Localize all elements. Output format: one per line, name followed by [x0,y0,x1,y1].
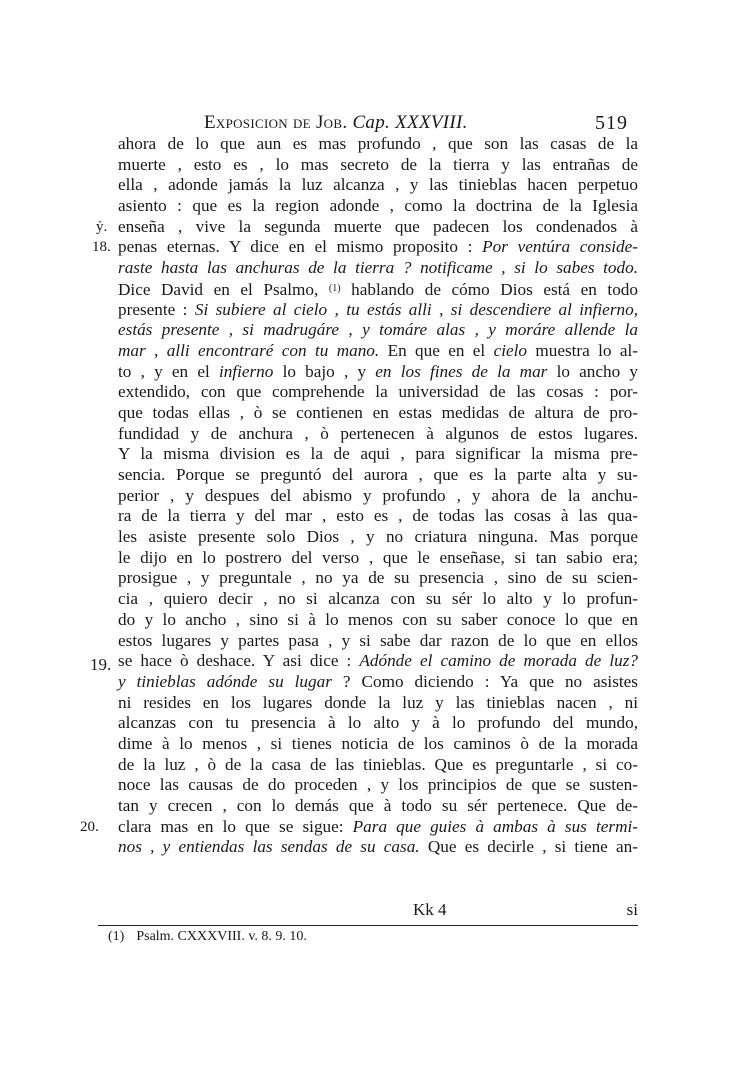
body-text [80,134,638,858]
text-line: ra de la tierra y del mar , esto es , de todas las cosas à las qua- [118,506,638,526]
footnote-reference: (1) [328,282,341,294]
text-line: ni resides en los lugares donde la luz y las tinieblas nacen , ni [118,692,638,712]
text-line: ỷ. enseña , vive la segunda muerte que padecen los condenados à [96,216,638,236]
footnote-rule [98,925,638,926]
text-line: do y lo ancho , sino si à lo menos con su saber conoce lo que en [118,609,638,629]
page-number: 519 [595,112,628,134]
text-line: dime à lo menos , si tienes noticia de los caminos ò de la morada [118,733,638,753]
text-line: estos lugares y partes pasa , y si sabe dar razon de lo que en ellos [118,630,638,650]
text-line: sencia. Porque se preguntó del aurora , que es la parte alta y su- [118,465,638,484]
text-line: fundidad y de anchura , ò pertenecen à algunos de estos lugares. [118,423,638,443]
text-line: extendido, con que comprehende la universidad de las cosas : por- [118,382,638,402]
text-line: to , y en el infierno lo bajo , y en los fines de la mar lo ancho y [118,361,638,381]
text-line: tan y crecen , con lo demás que à todo su sér pertenece. Que de- [118,796,638,815]
running-header [118,112,628,136]
catchword: si [626,900,638,919]
text-line: perior , y despues del abismo y profundo , y ahora de la anchu- [118,485,638,505]
text-line: les asiste presente solo Dios , y no criatura ninguna. Mas porque [118,527,638,547]
text-line: mar , alli encontraré con tu mano. En que en el cielo muestra lo al- [118,340,638,360]
text-line: raste hasta las anchuras de la tierra ? notificame , si lo sabes todo. [118,258,638,278]
text-line: alcanzas con tu presencia à lo alto y à lo profundo del mundo, [118,713,638,733]
text-line: ahora de lo que aun es mas profundo , que son las casas de la [118,134,638,153]
text-line: 18. penas eternas. Y dice en el mismo proposito : Por ventúra conside- [92,237,638,257]
running-title [204,112,468,134]
text-line: asiento : que es la region adonde , como la doctrina de la Iglesia [118,196,638,216]
text-line: 20. clara mas en lo que se sigue: Para que guies à ambas à sus termi- [80,816,638,836]
text-line: nos , y entiendas las sendas de su casa. Que es decirle , si tiene an- [118,837,638,857]
text-line: presente : Si subiere al cielo , tu estás alli , si descendiere al infierno, [118,299,638,319]
verse-number-18: 18. [92,239,111,256]
text-line: cia , quiero decir , no si alcanza con su sér lo alto y lo profun- [118,589,638,609]
footnote-number: (1) [108,929,125,944]
text-line: de la luz , ò de la casa de las tinieblas. Que es preguntarle , si co- [118,754,638,774]
footnote-text: Psalm. CXXXVIII. v. 8. 9. 10. [136,929,307,944]
text-line: le dijo en lo postrero del verso , que le enseñase, si tan sabio era; [118,547,638,567]
text-line: Dice David en el Psalmo, $^{(1)}$ hablando de cómo Dios está en todo [118,279,638,299]
running-title-caps: Exposicion de Job. [204,112,348,133]
text-line: ella , adonde jamás la luz alcanza , y las tinieblas hacen perpetuo [118,175,638,195]
text-line: estás presente , si madrugáre , y tomáre alas , y moráre allende la [118,320,638,340]
margin-note-v: ỷ. [96,218,108,235]
verse-number-19: 19. [90,655,112,675]
text-line: que todas ellas , ò se contienen en estas medidas de altura de pro- [118,402,638,422]
text-line: prosigue , y preguntale , no ya de su presencia , sino de su scien- [118,568,638,588]
footnote [108,929,307,945]
running-title-chapter: Cap. XXXVIII. [352,112,468,133]
page-foot-line [118,900,638,920]
text-line: Y la misma division es la de aqui , para significar la misma pre- [118,444,638,464]
signature-mark: Kk 4 [413,900,447,919]
text-line: muerte , esto es , lo mas secreto de la tierra y las entrañas de [118,154,638,174]
verse-number-20: 20. [80,818,99,835]
text-line: y tinieblas adónde su lugar ? Como diciendo : Ya que no asistes [118,671,638,691]
text-line: 19. se hace ò deshace. Y asi dice : Adónde el camino de morada de luz? [90,651,638,675]
text-line: noce las causas de do proceden , y los principios de que se susten- [118,775,638,795]
